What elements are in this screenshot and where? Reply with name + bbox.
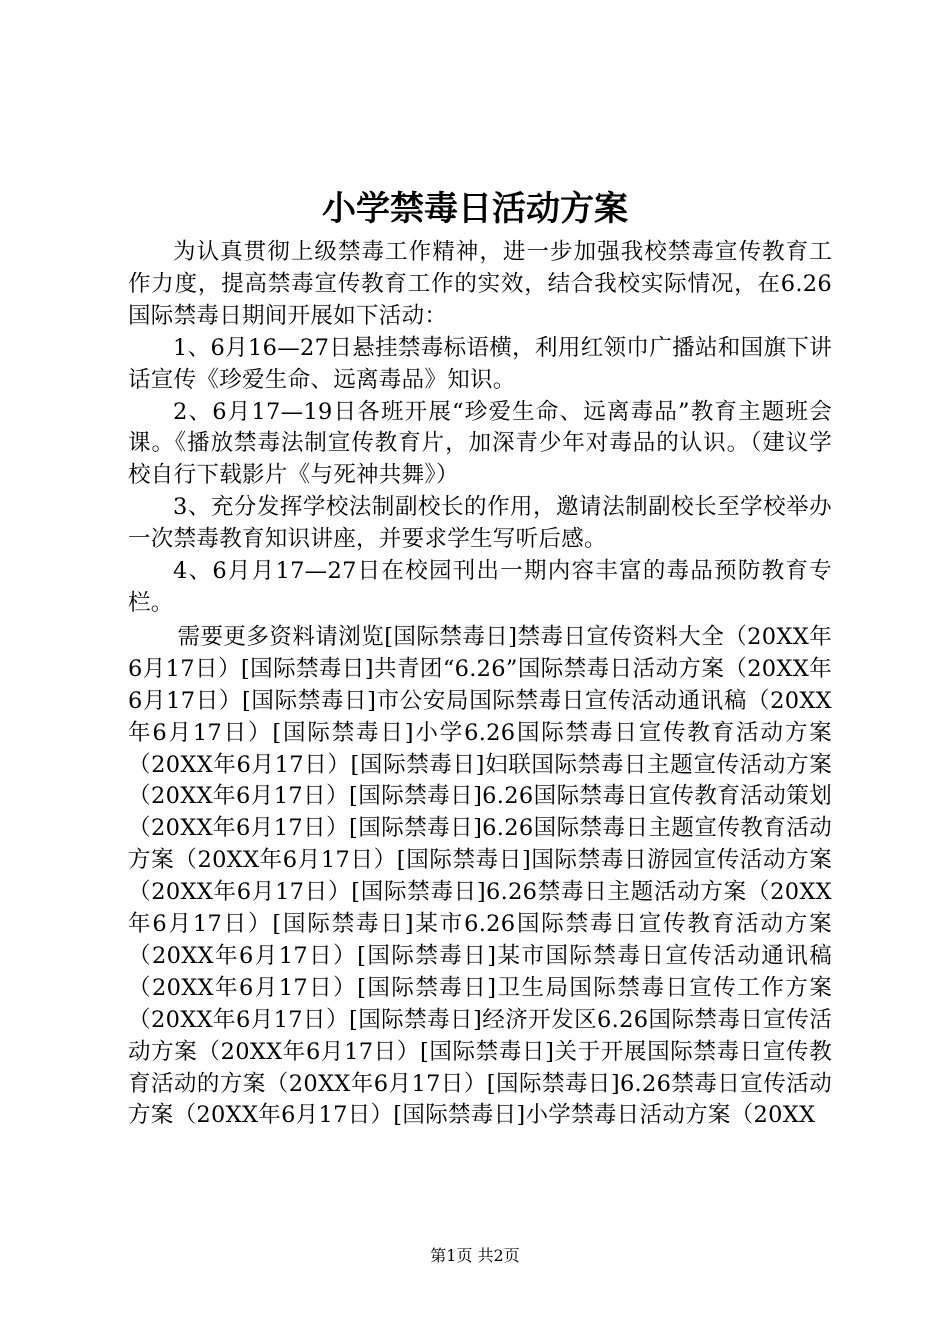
activity-item-2: 2、6月17—19日各班开展“珍爱生命、远离毒品”教育主题班会课。《播放禁毒法制宣传教育片，加深青少年对毒品的认识。（建议学校自行下载影片《与死神共舞》） [128, 398, 832, 489]
activity-item-4: 4、6月月17—27日在校园刊出一期内容丰富的毒品预防教育专栏。 [128, 558, 832, 616]
document-title: 小学禁毒日活动方案 [322, 189, 628, 229]
page-number-footer: 第1页 共2页 [430, 1246, 520, 1265]
intro-paragraph: 为认真贯彻上级禁毒工作精神，进一步加强我校禁毒宣传教育工作力度，提高禁毒宣传教育工作的实效，结合我校实际情况，在6.26国际禁毒日期间开展如下活动： [128, 239, 832, 329]
activity-item-3: 3、充分发挥学校法制副校长的作用，邀请法制副校长至学校举办一次禁毒教育知识讲座，并要求学生写听后感。 [128, 494, 832, 553]
activity-item-1: 1、6月16—27日悬挂禁毒标语横，利用红领巾广播站和国旗下讲话宣传《珍爱生命、远离毒品》知识。 [128, 334, 832, 393]
more-resources-paragraph: 需要更多资料请浏览[国际禁毒日]禁毒日宣传资料大全（20XX年6月17日）[国际禁毒日]共青团“6.26”国际禁毒日活动方案（20XX年6月17日）[国际禁毒日]市公安局国际禁毒日宣传活动通讯稿（20XX年6月17日）[国际禁毒日]小学6.26国际禁毒日宣传教育活动方案（20XX年6月17日）[国际禁毒日]妇联国际禁毒日主题宣传活动方案（20XX年6月17日）[国际禁毒日]6.26国际禁毒日宣传教育活动策划（20XX年6月17日）[国际禁毒日]6.26国际禁毒日主题宣传教育活动方案（20XX年6月17日）[国际禁毒日]国际禁毒日游园宣传活动方案（20XX年6月17日）[国际禁毒日]6.26禁毒日主题活动方案（20XX年6月17日）[国际禁毒日]某市6.26国际禁毒日宣传教育活动方案（20XX年6月17日）[国际禁毒日]某市国际禁毒日宣传活动通讯稿（20XX年6月17日）[国际禁毒日]卫生局国际禁毒日宣传工作方案（20XX年6月17日）[国际禁毒日]经济开发区6.26国际禁毒日宣传活动方案（20XX年6月17日）[国际禁毒日]关于开展国际禁毒日宣传教育活动的方案（20XX年6月17日）[国际禁毒日]6.26禁毒日宣传活动方案（20XX年6月17日）[国际禁毒日]小学禁毒日活动方案（20XX [128, 623, 832, 1129]
document-body [128, 237, 832, 1132]
